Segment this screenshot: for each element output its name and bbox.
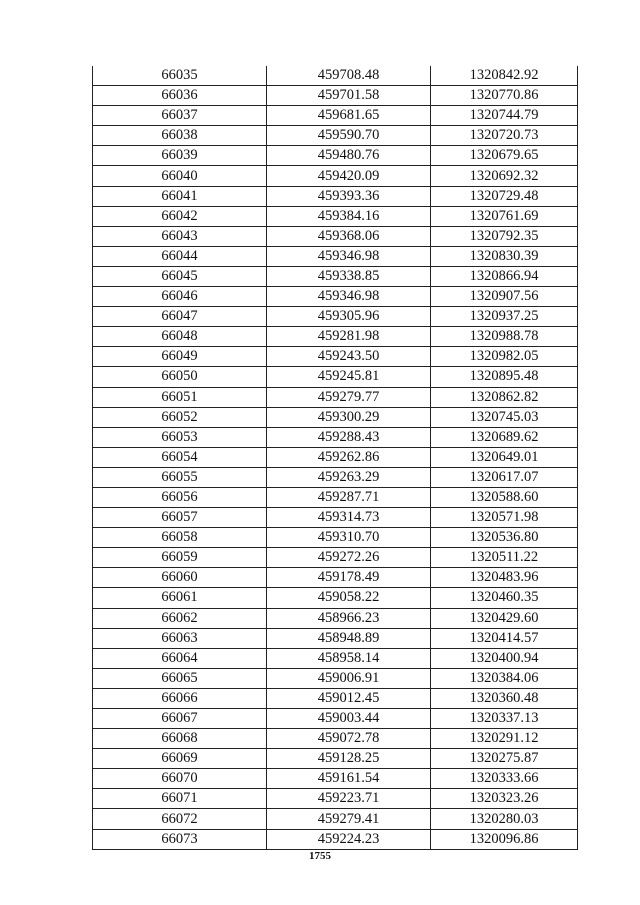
- x-coordinate-cell: 459384.16: [267, 206, 431, 226]
- table-row: [93, 166, 578, 186]
- x-coordinate-cell: 459272.26: [267, 548, 431, 568]
- y-coordinate-cell: 1320360.48: [431, 688, 578, 708]
- point-id-cell: 66055: [93, 467, 267, 487]
- x-coordinate-cell: 459243.50: [267, 347, 431, 367]
- point-id-cell: 66068: [93, 729, 267, 749]
- table-row: [93, 146, 578, 166]
- x-coordinate-cell: 459480.76: [267, 146, 431, 166]
- x-coordinate-cell: 459310.70: [267, 528, 431, 548]
- point-id-cell: 66051: [93, 387, 267, 407]
- y-coordinate-cell: 1320291.12: [431, 729, 578, 749]
- x-coordinate-cell: 459393.36: [267, 186, 431, 206]
- x-coordinate-cell: 459245.81: [267, 367, 431, 387]
- y-coordinate-cell: 1320745.03: [431, 407, 578, 427]
- point-id-cell: 66072: [93, 809, 267, 829]
- table-row: [93, 568, 578, 588]
- table-row: [93, 668, 578, 688]
- point-id-cell: 66044: [93, 246, 267, 266]
- table-row: [93, 407, 578, 427]
- x-coordinate-cell: 459338.85: [267, 266, 431, 286]
- x-coordinate-cell: 459058.22: [267, 588, 431, 608]
- table-row: [93, 387, 578, 407]
- point-id-cell: 66056: [93, 487, 267, 507]
- x-coordinate-cell: 459300.29: [267, 407, 431, 427]
- y-coordinate-cell: 1320895.48: [431, 367, 578, 387]
- point-id-cell: 66069: [93, 749, 267, 769]
- y-coordinate-cell: 1320649.01: [431, 447, 578, 467]
- x-coordinate-cell: 459262.86: [267, 447, 431, 467]
- point-id-cell: 66047: [93, 307, 267, 327]
- x-coordinate-cell: 459305.96: [267, 307, 431, 327]
- y-coordinate-cell: 1320511.22: [431, 548, 578, 568]
- y-coordinate-cell: 1320400.94: [431, 648, 578, 668]
- y-coordinate-cell: 1320830.39: [431, 246, 578, 266]
- table-body: [93, 66, 578, 849]
- point-id-cell: 66073: [93, 829, 267, 849]
- table-row: [93, 588, 578, 608]
- table-row: [93, 829, 578, 849]
- x-coordinate-cell: 459128.25: [267, 749, 431, 769]
- point-id-cell: 66035: [93, 66, 267, 86]
- point-id-cell: 66062: [93, 608, 267, 628]
- x-coordinate-cell: 459072.78: [267, 729, 431, 749]
- point-id-cell: 66064: [93, 648, 267, 668]
- x-coordinate-cell: 459287.71: [267, 487, 431, 507]
- point-id-cell: 66061: [93, 588, 267, 608]
- table-row: [93, 467, 578, 487]
- point-id-cell: 66059: [93, 548, 267, 568]
- point-id-cell: 66038: [93, 126, 267, 146]
- table-row: [93, 206, 578, 226]
- y-coordinate-cell: 1320280.03: [431, 809, 578, 829]
- point-id-cell: 66045: [93, 266, 267, 286]
- point-id-cell: 66041: [93, 186, 267, 206]
- x-coordinate-cell: 459161.54: [267, 769, 431, 789]
- x-coordinate-cell: 459178.49: [267, 568, 431, 588]
- y-coordinate-cell: 1320937.25: [431, 307, 578, 327]
- page-number: 1755: [309, 850, 331, 862]
- table-row: [93, 648, 578, 668]
- y-coordinate-cell: 1320096.86: [431, 829, 578, 849]
- y-coordinate-cell: 1320483.96: [431, 568, 578, 588]
- x-coordinate-cell: 459006.91: [267, 668, 431, 688]
- table-row: [93, 487, 578, 507]
- point-id-cell: 66036: [93, 86, 267, 106]
- point-id-cell: 66049: [93, 347, 267, 367]
- y-coordinate-cell: 1320275.87: [431, 749, 578, 769]
- table-row: [93, 447, 578, 467]
- y-coordinate-cell: 1320414.57: [431, 628, 578, 648]
- x-coordinate-cell: 459590.70: [267, 126, 431, 146]
- point-id-cell: 66037: [93, 106, 267, 126]
- y-coordinate-cell: 1320720.73: [431, 126, 578, 146]
- y-coordinate-cell: 1320982.05: [431, 347, 578, 367]
- table-row: [93, 688, 578, 708]
- table-row: [93, 427, 578, 447]
- x-coordinate-cell: 459420.09: [267, 166, 431, 186]
- y-coordinate-cell: 1320744.79: [431, 106, 578, 126]
- y-coordinate-cell: 1320842.92: [431, 66, 578, 86]
- point-id-cell: 66046: [93, 287, 267, 307]
- point-id-cell: 66071: [93, 789, 267, 809]
- table-row: [93, 789, 578, 809]
- table-row: [93, 307, 578, 327]
- point-id-cell: 66053: [93, 427, 267, 447]
- point-id-cell: 66070: [93, 769, 267, 789]
- x-coordinate-cell: 459003.44: [267, 709, 431, 729]
- table-row: [93, 548, 578, 568]
- x-coordinate-cell: 459701.58: [267, 86, 431, 106]
- y-coordinate-cell: 1320988.78: [431, 327, 578, 347]
- table-row: [93, 266, 578, 286]
- point-id-cell: 66043: [93, 226, 267, 246]
- y-coordinate-cell: 1320588.60: [431, 487, 578, 507]
- y-coordinate-cell: 1320337.13: [431, 709, 578, 729]
- table-row: [93, 508, 578, 528]
- point-id-cell: 66040: [93, 166, 267, 186]
- x-coordinate-cell: 458948.89: [267, 628, 431, 648]
- y-coordinate-cell: 1320571.98: [431, 508, 578, 528]
- point-id-cell: 66052: [93, 407, 267, 427]
- y-coordinate-cell: 1320729.48: [431, 186, 578, 206]
- x-coordinate-cell: 459288.43: [267, 427, 431, 447]
- table-row: [93, 126, 578, 146]
- y-coordinate-cell: 1320862.82: [431, 387, 578, 407]
- y-coordinate-cell: 1320460.35: [431, 588, 578, 608]
- point-id-cell: 66039: [93, 146, 267, 166]
- table-row: [93, 327, 578, 347]
- y-coordinate-cell: 1320384.06: [431, 668, 578, 688]
- x-coordinate-cell: 459368.06: [267, 226, 431, 246]
- point-id-cell: 66065: [93, 668, 267, 688]
- table-row: [93, 66, 578, 86]
- y-coordinate-cell: 1320692.32: [431, 166, 578, 186]
- coordinate-table: [92, 66, 578, 850]
- point-id-cell: 66054: [93, 447, 267, 467]
- table-row: [93, 226, 578, 246]
- table-row: [93, 246, 578, 266]
- point-id-cell: 66063: [93, 628, 267, 648]
- y-coordinate-cell: 1320536.80: [431, 528, 578, 548]
- y-coordinate-cell: 1320866.94: [431, 266, 578, 286]
- table-row: [93, 769, 578, 789]
- y-coordinate-cell: 1320333.66: [431, 769, 578, 789]
- x-coordinate-cell: 458966.23: [267, 608, 431, 628]
- table-row: [93, 287, 578, 307]
- x-coordinate-cell: 459314.73: [267, 508, 431, 528]
- table-row: [93, 628, 578, 648]
- point-id-cell: 66042: [93, 206, 267, 226]
- y-coordinate-cell: 1320429.60: [431, 608, 578, 628]
- table-row: [93, 528, 578, 548]
- point-id-cell: 66060: [93, 568, 267, 588]
- y-coordinate-cell: 1320907.56: [431, 287, 578, 307]
- x-coordinate-cell: 459681.65: [267, 106, 431, 126]
- x-coordinate-cell: 459346.98: [267, 287, 431, 307]
- y-coordinate-cell: 1320792.35: [431, 226, 578, 246]
- table-row: [93, 809, 578, 829]
- y-coordinate-cell: 1320323.26: [431, 789, 578, 809]
- point-id-cell: 66066: [93, 688, 267, 708]
- point-id-cell: 66058: [93, 528, 267, 548]
- table-row: [93, 729, 578, 749]
- point-id-cell: 66048: [93, 327, 267, 347]
- table-row: [93, 186, 578, 206]
- table-row: [93, 367, 578, 387]
- table-row: [93, 709, 578, 729]
- y-coordinate-cell: 1320761.69: [431, 206, 578, 226]
- table-row: [93, 608, 578, 628]
- table-row: [93, 106, 578, 126]
- y-coordinate-cell: 1320770.86: [431, 86, 578, 106]
- y-coordinate-cell: 1320617.07: [431, 467, 578, 487]
- table-row: [93, 86, 578, 106]
- table-row: [93, 749, 578, 769]
- x-coordinate-cell: 459281.98: [267, 327, 431, 347]
- x-coordinate-cell: 459223.71: [267, 789, 431, 809]
- x-coordinate-cell: 459279.41: [267, 809, 431, 829]
- table-row: [93, 347, 578, 367]
- x-coordinate-cell: 459263.29: [267, 467, 431, 487]
- x-coordinate-cell: 458958.14: [267, 648, 431, 668]
- x-coordinate-cell: 459708.48: [267, 66, 431, 86]
- y-coordinate-cell: 1320679.65: [431, 146, 578, 166]
- x-coordinate-cell: 459279.77: [267, 387, 431, 407]
- x-coordinate-cell: 459346.98: [267, 246, 431, 266]
- x-coordinate-cell: 459012.45: [267, 688, 431, 708]
- y-coordinate-cell: 1320689.62: [431, 427, 578, 447]
- point-id-cell: 66057: [93, 508, 267, 528]
- point-id-cell: 66067: [93, 709, 267, 729]
- point-id-cell: 66050: [93, 367, 267, 387]
- x-coordinate-cell: 459224.23: [267, 829, 431, 849]
